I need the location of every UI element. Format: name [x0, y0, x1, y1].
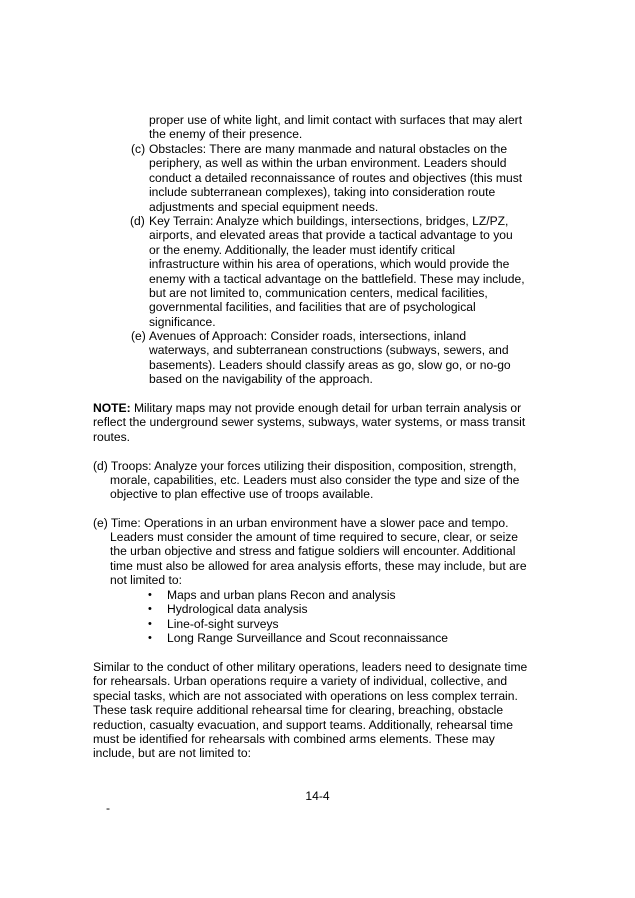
note-label: NOTE:: [93, 401, 131, 415]
note-text: Military maps may not provide enough detail for urban terrain analysis or reflect the underground sewer systems, subways, water systems, or mass transit routes.: [93, 401, 526, 444]
note-paragraph: [93, 401, 525, 444]
rehearsal-paragraph: Similar to the conduct of other military operations, leaders need to designate time for rehearsals. Urban operations require a variety of individual, collective, and special tasks, which are not associated with operations on less complex terrain. These task require additional rehearsal time for clearing, breaching, obstacle reduction, casualty evacuation, and support teams. Additionally, rehearsal time must be identified for rehearsals with combined arms elements. These may include, but are not limited to:: [93, 660, 528, 761]
time-paragraph: Leaders must consider the amount of time required to secure, clear, or seize the urban objective and stress and fatigue soldiers will encounter. Additional time must also be allowed for area analysis efforts, these may include, but are not limited to:: [110, 530, 527, 588]
bullet-item: Line-of-sight surveys: [167, 617, 279, 631]
bullet-item: Maps and urban plans Recon and analysis: [167, 588, 396, 602]
item-c-obstacles: Obstacles: There are many manmade and natural obstacles on the periphery, as well as within the urban environment. Leaders should conduct a detailed reconnaissance of routes and objectives (this must include subterranean complexes), taking into consideration route adjustments and special equipment needs.: [149, 142, 523, 214]
bullet-item: Long Range Surveillance and Scout reconnaissance: [167, 631, 449, 645]
item-d-key-terrain: Key Terrain: Analyze which buildings, intersections, bridges, LZ/PZ, airports, and elevated areas that provide a tactical advantage to you or the enemy. Additionally, the leader must identify critical infrastructure within his area of operations, which would provide the enemy with a tactical advantage on the battlefield. These may include, but are not limited to, communication centers, medical facilities, governmental facilities, and facilities that are of psychological significance.: [149, 214, 525, 329]
item-c-label: (c): [131, 142, 146, 156]
bullet-item: Hydrological data analysis: [167, 602, 308, 616]
bullet-icon: •: [148, 618, 152, 630]
item-e-label: (e): [131, 329, 146, 343]
troops-paragraph: morale, capabilities, etc. Leaders must also consider the type and size of the objective to plan effective use of troops available.: [110, 473, 520, 502]
item-e-avenues: Avenues of Approach: Consider roads, intersections, inland waterways, and subterranean constructions (subways, sewers, and basements). Leaders should classify areas as go, slow go, or no-go based on the navigability of the approach.: [149, 329, 511, 387]
troops-first-line: (d) Troops: Analyze your forces utilizing their disposition, composition, strength,: [93, 459, 517, 473]
bullet-icon: •: [148, 589, 152, 601]
footer-mark: -: [106, 801, 111, 815]
time-first-line: (e) Time: Operations in an urban environment have a slower pace and tempo.: [93, 516, 509, 530]
bullet-icon: •: [148, 603, 152, 615]
bullet-icon: •: [148, 632, 152, 644]
item-d-label: (d): [130, 214, 145, 228]
page-number: 14-4: [305, 789, 330, 803]
continued-paragraph: proper use of white light, and limit contact with surfaces that may alert the enemy of their presence.: [149, 113, 523, 142]
